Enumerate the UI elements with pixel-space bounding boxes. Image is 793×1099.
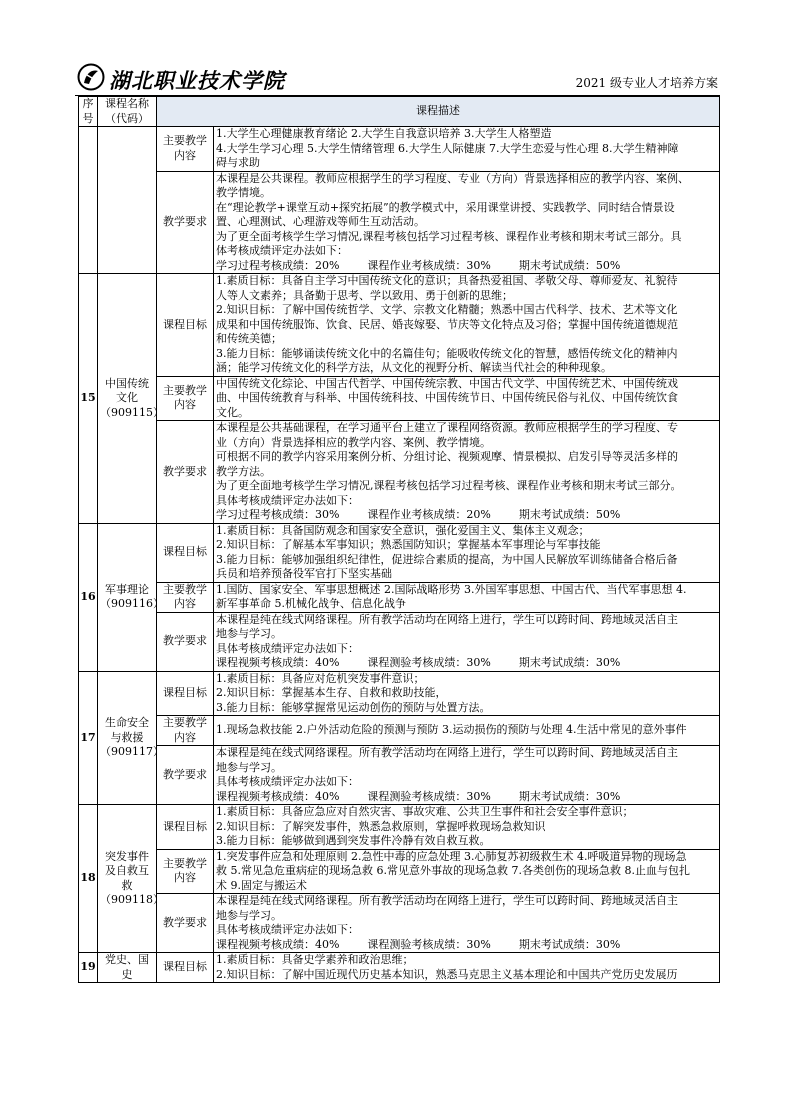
section-description (214, 171, 720, 274)
description-line: 业（方向）背景选择相应的教学内容、案例、教学情境。 (216, 435, 491, 449)
description-line: 涵；能学习传统文化的科学方法，从文化的视野分析、解读当代社会的种种现象。 (216, 361, 612, 374)
table-row (79, 953, 720, 983)
description-line: 3.能力目标：能够诵读传统文化中的名篇佳句；能吸收传统文化的智慧，感悟传统文化的精神内 (216, 346, 678, 360)
description-line: 成果和中国传统服饰、饮食、民居、婚丧嫁娶、节庆等文化特点及习俗；掌握中国传统道德规范 (216, 317, 678, 331)
description-line: 人等人文素养；具备勤于思考、学以致用、勇于创新的思维； (216, 288, 513, 302)
section-label: 教学要求 (157, 421, 214, 524)
page-header (75, 62, 720, 96)
section-label: 课程目标 (157, 274, 214, 377)
col-header-name: 课程名称（代码） (98, 97, 157, 127)
description-line: 1.现场急救技能 2.户外活动危险的预测与预防 3.运动损伤的预防与处理 4.生活中常见的意外事件 (216, 723, 687, 737)
section-description (214, 274, 720, 377)
document-title: 2021 级专业人才培养方案 (575, 76, 718, 90)
description-line: 课程视频考核成绩：40% 课程测验考核成绩：30% 期末考试成绩：30% (216, 789, 621, 803)
section-description (214, 671, 720, 716)
table-row (79, 582, 720, 612)
course-number: 18 (79, 805, 98, 953)
table-row (79, 421, 720, 524)
description-line: 具体考核成绩评定办法如下： (216, 493, 359, 507)
section-description (214, 894, 720, 953)
description-line: 地参与学习。 (216, 908, 282, 922)
description-line: 课程视频考核成绩：40% 课程测验考核成绩：30% 期末考试成绩：30% (216, 656, 621, 669)
section-label: 主要教学内容 (157, 849, 214, 894)
description-line: 1.素质目标：具备应对危机突发事件意识； (216, 671, 425, 685)
description-line: 学习过程考核成绩：30% 课程作业考核成绩：20% 期末考试成绩：50% (216, 508, 621, 521)
section-description (214, 127, 720, 172)
description-line: 1.大学生心理健康教育绪论 2.大学生自我意识培养 3.大学生人格塑造 (216, 127, 552, 140)
section-description (214, 953, 720, 983)
description-line: 教学方法。 (216, 464, 271, 478)
course-name: 中国传统文化（909115） (98, 274, 157, 524)
section-label: 课程目标 (157, 953, 214, 983)
section-description (214, 612, 720, 671)
section-description (214, 376, 720, 421)
table-row (79, 805, 720, 850)
table-row (79, 127, 720, 172)
description-line: 2.知识目标：了解突发事件，熟悉急救原则，掌握呼救现场急救知识 (216, 819, 546, 833)
description-line: 1.素质目标：具备史学素养和政治思维； (216, 953, 414, 966)
description-line: 置、心理测试、心理游戏等师生互动活动。 (216, 215, 425, 228)
description-line: 本课程是公共课程。教师应根据学生的学习程度、专业（方向）背景选择相应的教学内容、案例、 (216, 171, 689, 185)
description-line: 地参与学习。 (216, 760, 282, 774)
school-name: 湖北职业技术学院 (109, 68, 285, 93)
description-line: 1.突发事件应急和处理原则 2.急性中毒的应急处理 3.心肺复苏初级救生术 4.呼吸道异物的现场急 (216, 849, 687, 863)
section-label: 教学要求 (157, 171, 214, 274)
course-name: 突发事件及自救互救（909118） (98, 805, 157, 953)
description-line: 1.素质目标：具备应急应对自然灾害、事故灾难、公共卫生事件和社会安全事件意识； (216, 805, 634, 818)
description-line: 本课程是纯在线式网络课程。所有教学活动均在网络上进行，学生可以跨时间、跨地域灵活自主 (216, 894, 678, 907)
description-line: 中国传统文化综论、中国古代哲学、中国传统宗教、中国古代文学、中国传统艺术、中国传统戏 (216, 376, 678, 390)
table-row (79, 274, 720, 377)
section-label: 教学要求 (157, 894, 214, 953)
course-number: 15 (79, 274, 98, 524)
col-header-seq: 序号 (79, 97, 98, 127)
col-header-desc: 课程描述 (157, 97, 720, 127)
description-line: 地参与学习。 (216, 627, 282, 640)
description-line: 本课程是公共基础课程，在学习通平台上建立了课程网络资源。教师应根据学生的学习程度、专 (216, 421, 678, 434)
section-label: 课程目标 (157, 523, 214, 582)
description-line: 救 5.常见急危重病症的现场急救 6.常见意外事故的现场急救 7.各类创伤的现场急救 8.止血与包扎 (216, 864, 690, 877)
description-line: 兵员和培养预备役军官打下坚实基础 (216, 567, 392, 580)
section-label: 主要教学内容 (157, 716, 214, 746)
description-line: 和传统美德； (216, 332, 282, 345)
description-line: 为了更全面地考核学生学习情况,课程考核包括学习过程考核、课程作业考核和期末考试三部分。 (216, 479, 682, 492)
school-logo-icon (77, 63, 105, 91)
section-label: 主要教学内容 (157, 127, 214, 172)
description-line: 可根据不同的教学内容采用案例分析、分组讨论、视频观摩、情景模拟、启发引导等灵活多样的 (216, 450, 678, 463)
course-number: 19 (79, 953, 98, 983)
description-line: 3.能力目标：能够做到遇到突发事件冷静有效自救互救。 (216, 834, 491, 847)
description-line: 1.素质目标：具备国防观念和国家安全意识，强化爱国主义、集体主义观念； (216, 523, 590, 537)
description-line: 2.知识目标：了解基本军事知识；熟悉国防知识；掌握基本军事理论与军事技能 (216, 538, 601, 551)
table-row (79, 523, 720, 582)
description-line: 术 9.固定与搬运术 (216, 878, 307, 892)
description-line: 2.知识目标：了解中国近现代历史基本知识，熟悉马克思主义基本理论和中国共产党历史发展历 (216, 967, 678, 981)
description-line: 文化。 (216, 405, 249, 419)
description-line: 具体考核成绩评定办法如下： (216, 641, 359, 655)
table-row (79, 376, 720, 421)
section-label: 主要教学内容 (157, 582, 214, 612)
section-description (214, 849, 720, 894)
section-description (214, 746, 720, 805)
description-line: 3.能力目标：能够加强组织纪律性，促进综合素质的提高，为中国人民解放军训练储备合格后备 (216, 552, 678, 566)
table-row (79, 671, 720, 716)
description-line: 4.大学生学习心理 5.大学生情绪管理 6.大学生人际健康 7.大学生恋爱与性心理 8.大学生精神障 (216, 141, 679, 155)
description-line: 2.知识目标：掌握基本生存、自救和救助技能， (216, 686, 447, 699)
description-line: 在“理论教学+课堂互动+探究拓展”的教学模式中，采用课堂讲授、实践教学、同时结合情景设 (216, 200, 675, 214)
description-line: 学习过程考核成绩：20% 课程作业考核成绩：30% 期末考试成绩：50% (216, 258, 621, 272)
course-name: 军事理论（909116） (98, 523, 157, 671)
table-row (79, 171, 720, 274)
course-number (79, 127, 98, 274)
description-line: 1.素质目标：具备自主学习中国传统文化的意识；具备热爱祖国、孝敬父母、尊师爱友、礼貌待 (216, 274, 678, 287)
description-line: 具体考核成绩评定办法如下： (216, 923, 359, 936)
description-line: 体考核成绩评定办法如下： (216, 244, 348, 257)
description-line: 本课程是纯在线式网络课程。所有教学活动均在网络上进行，学生可以跨时间、跨地域灵活自主 (216, 612, 678, 626)
table-row (79, 894, 720, 953)
section-description (214, 582, 720, 612)
description-line: 曲、中国传统教育与科举、中国传统科技、中国传统节日、中国传统民俗与礼仪、中国传统饮食 (216, 391, 678, 404)
table-row (79, 746, 720, 805)
description-line: 碍与求助 (216, 156, 260, 169)
table-row (79, 849, 720, 894)
description-line: 本课程是纯在线式网络课程。所有教学活动均在网络上进行，学生可以跨时间、跨地域灵活自主 (216, 746, 678, 759)
course-table (78, 96, 720, 983)
description-line: 教学情境。 (216, 186, 271, 199)
section-description (214, 421, 720, 524)
section-label: 主要教学内容 (157, 376, 214, 421)
course-name: 党史、国史 (98, 953, 157, 983)
table-row (79, 716, 720, 746)
course-number: 17 (79, 671, 98, 805)
section-description (214, 523, 720, 582)
description-line: 为了更全面考核学生学习情况,课程考核包括学习过程考核、课程作业考核和期末考试三部分。具 (216, 229, 682, 243)
description-line: 2.知识目标：了解中国传统哲学、文学、宗教文化精髓；熟悉中国古代科学、技术、艺术等文化 (216, 303, 678, 316)
course-name: 生命安全与救援（909117） (98, 671, 157, 805)
section-description (214, 716, 720, 746)
course-name (98, 127, 157, 274)
description-line: 具体考核成绩评定办法如下： (216, 775, 359, 788)
description-line: 新军事革命 5.机械化战争、信息化战争 (216, 597, 406, 610)
description-line: 1.国防、国家安全、军事思想概述 2.国际战略形势 3.外国军事思想、中国古代、当代军事思想 4. (216, 582, 687, 596)
section-label: 课程目标 (157, 805, 214, 850)
section-label: 教学要求 (157, 612, 214, 671)
section-label: 教学要求 (157, 746, 214, 805)
description-line: 3.能力目标：能够掌握常见运动创伤的预防与处置方法。 (216, 700, 491, 714)
section-description (214, 805, 720, 850)
section-label: 课程目标 (157, 671, 214, 716)
course-number: 16 (79, 523, 98, 671)
description-line: 课程视频考核成绩：40% 课程测验考核成绩：30% 期末考试成绩：30% (216, 937, 621, 951)
table-row (79, 612, 720, 671)
